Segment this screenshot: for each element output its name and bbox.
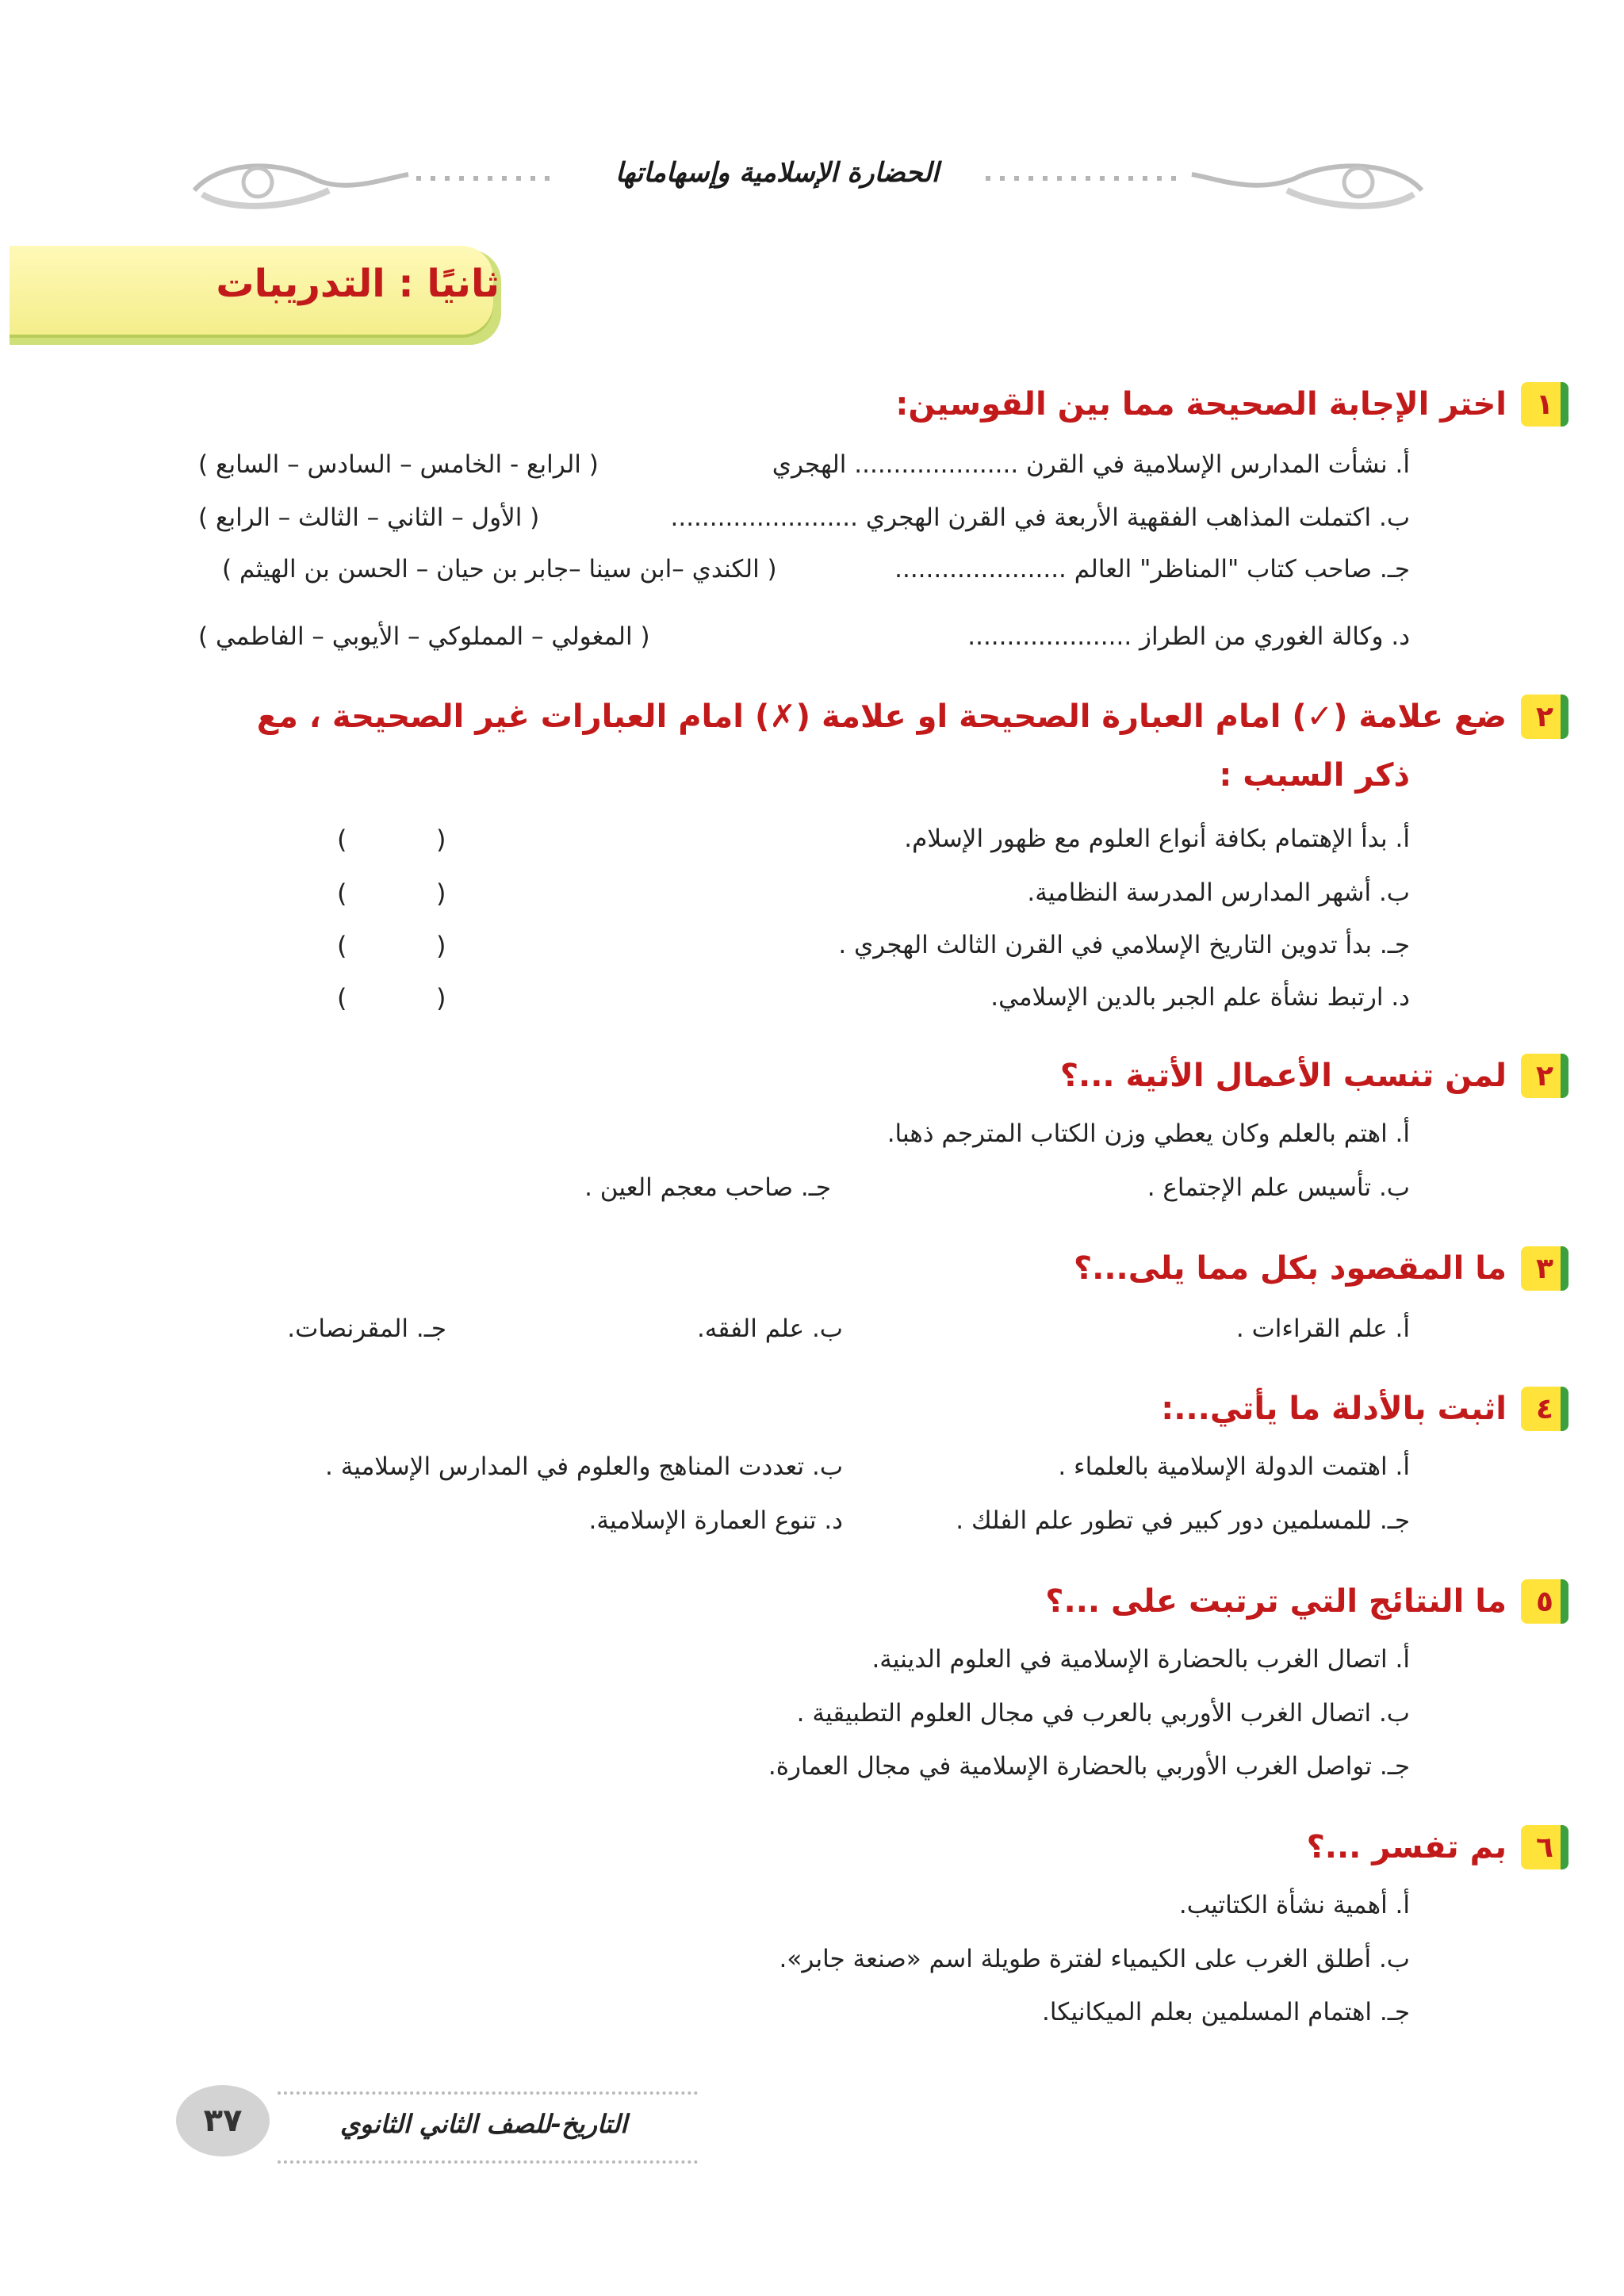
question-number-badge: ٢ — [1521, 1054, 1568, 1098]
question-number-badge: ٢ — [1521, 695, 1568, 739]
question-1-header — [895, 379, 1568, 430]
q7-item-c: جـ. اهتمام المسلمين بعلم الميكانيكا. — [1042, 1998, 1410, 2026]
answer-paren-close: ) — [337, 931, 347, 961]
q1-item-c-options: ( الكندي –ابن سينا –جابر بن حيان – الحسن بن الهيثم ) — [222, 555, 777, 584]
q1-item-c: جـ. صاحب كتاب "المناظر" العالم ...................... — [894, 555, 1410, 584]
q2-item-c: جـ. بدأ تدوين التاريخ الإسلامي في القرن الثالث الهجري . — [838, 931, 1410, 959]
q7-item-b: ب. أطلق الغرب على الكيمياء لفترة طويلة اسم «صنعة جابر». — [779, 1945, 1410, 1973]
question-title: اختر الإجابة الصحيحة مما بين القوسين: — [895, 386, 1507, 423]
question-title: لمن تنسب الأعمال الأتية ...؟ — [1059, 1058, 1507, 1094]
answer-paren-close: ) — [337, 878, 347, 909]
q1-item-b-options: ( الأول – الثاني – الثالث – الرابع ) — [198, 503, 540, 532]
q7-item-a: أ. أهمية نشأة الكتاتيب. — [1178, 1891, 1410, 1919]
q3-item-c: جـ. صاحب معجم العين . — [584, 1173, 831, 1202]
q3-item-a: أ. اهتم بالعلم وكان يعطي وزن الكتاب المترجم ذهبا. — [887, 1119, 1410, 1148]
q6-item-c: جـ. تواصل الغرب الأوربي بالحضارة الإسلامية في مجال العمارة. — [768, 1752, 1410, 1781]
question-3-header — [1060, 1050, 1568, 1101]
footer-divider-top — [278, 2091, 698, 2095]
question-5-header — [1161, 1383, 1568, 1434]
answer-paren-close: ) — [337, 825, 347, 855]
question-title: بم تفسر ...؟ — [1306, 1829, 1507, 1866]
question-6-header — [1045, 1576, 1568, 1627]
q2-item-d: د. ارتبط نشأة علم الجبر بالدين الإسلامي. — [990, 983, 1410, 1012]
q1-item-b: ب. اكتملت المذاهب الفقهية الأربعة في القرن الهجري ........................ — [670, 503, 1410, 532]
question-2-header — [257, 691, 1568, 742]
q1-item-d: د. وكالة الغوري من الطراز ..................... — [967, 622, 1410, 651]
q5-item-d: د. تنوع العمارة الإسلامية. — [588, 1506, 843, 1535]
question-4-header — [1074, 1243, 1568, 1294]
answer-paren-open: ( — [436, 825, 446, 855]
q5-item-b: ب. تعددت المناهج والعلوم في المدارس الإسلامية . — [325, 1452, 843, 1481]
question-title: ما المقصود بكل مما يلى...؟ — [1073, 1250, 1507, 1287]
header-ornament-right — [978, 147, 1430, 218]
question-number-badge: ٣ — [1521, 1246, 1568, 1291]
answer-paren-open: ( — [436, 931, 446, 961]
q4-item-a: أ. علم القراءات . — [1235, 1314, 1410, 1343]
answer-paren-close: ) — [337, 983, 347, 1013]
footer-divider-bottom — [278, 2160, 698, 2164]
answer-paren-open: ( — [436, 983, 446, 1013]
q2-item-a: أ. بدأ الإهتمام بكافة أنواع العلوم مع ظهور الإسلام. — [904, 825, 1410, 853]
question-title: ضع علامة (✓) امام العبارة الصحيحة او علامة (✗) امام العبارات غير الصحيحة ، مع — [256, 698, 1507, 735]
page-number: ٣٧ — [176, 2085, 270, 2156]
q4-item-b: ب. علم الفقه. — [696, 1314, 843, 1343]
question-title-continued: ذكر السبب : — [1219, 757, 1410, 794]
question-number-badge: ٤ — [1521, 1387, 1568, 1431]
question-title: اثبت بالأدلة ما يأتي...: — [1161, 1391, 1507, 1427]
question-number-badge: ١ — [1521, 382, 1568, 427]
section-title: ثانيًا : التدريبات — [216, 262, 500, 306]
question-title: ما النتائج التي ترتبت على ...؟ — [1045, 1583, 1507, 1620]
question-7-header — [1307, 1822, 1568, 1873]
q1-item-a: أ. نشأت المدارس الإسلامية في القرن ..................... الهجري — [772, 450, 1410, 479]
q1-item-a-options: ( الرابع - الخامس – السادس – السابع ) — [198, 450, 599, 479]
footer-book-title: التاريخ-للصف الثاني الثانوي — [340, 2109, 627, 2139]
q6-item-b: ب. اتصال الغرب الأوربي بالعرب في مجال العلوم التطبيقية . — [796, 1699, 1410, 1728]
q5-item-a: أ. اهتمت الدولة الإسلامية بالعلماء . — [1058, 1452, 1410, 1481]
q5-item-c: جـ. للمسلمين دور كبير في تطور علم الفلك . — [956, 1506, 1410, 1535]
q3-item-b: ب. تأسيس علم الإجتماع . — [1147, 1173, 1410, 1202]
question-number-badge: ٥ — [1521, 1579, 1568, 1624]
q2-item-b: ب. أشهر المدارس المدرسة النظامية. — [1027, 878, 1410, 907]
q4-item-c: جـ. المقرنصات. — [287, 1314, 446, 1343]
answer-paren-open: ( — [436, 878, 446, 909]
header-ornament-left — [186, 147, 559, 218]
q6-item-a: أ. اتصال الغرب بالحضارة الإسلامية في العلوم الدينية. — [871, 1645, 1410, 1674]
q1-item-d-options: ( المغولي – المملوكي – الأيوبي – الفاطمي ) — [198, 622, 650, 651]
question-number-badge: ٦ — [1521, 1825, 1568, 1869]
chapter-title: الحضارة الإسلامية وإسهاماتها — [615, 157, 940, 189]
